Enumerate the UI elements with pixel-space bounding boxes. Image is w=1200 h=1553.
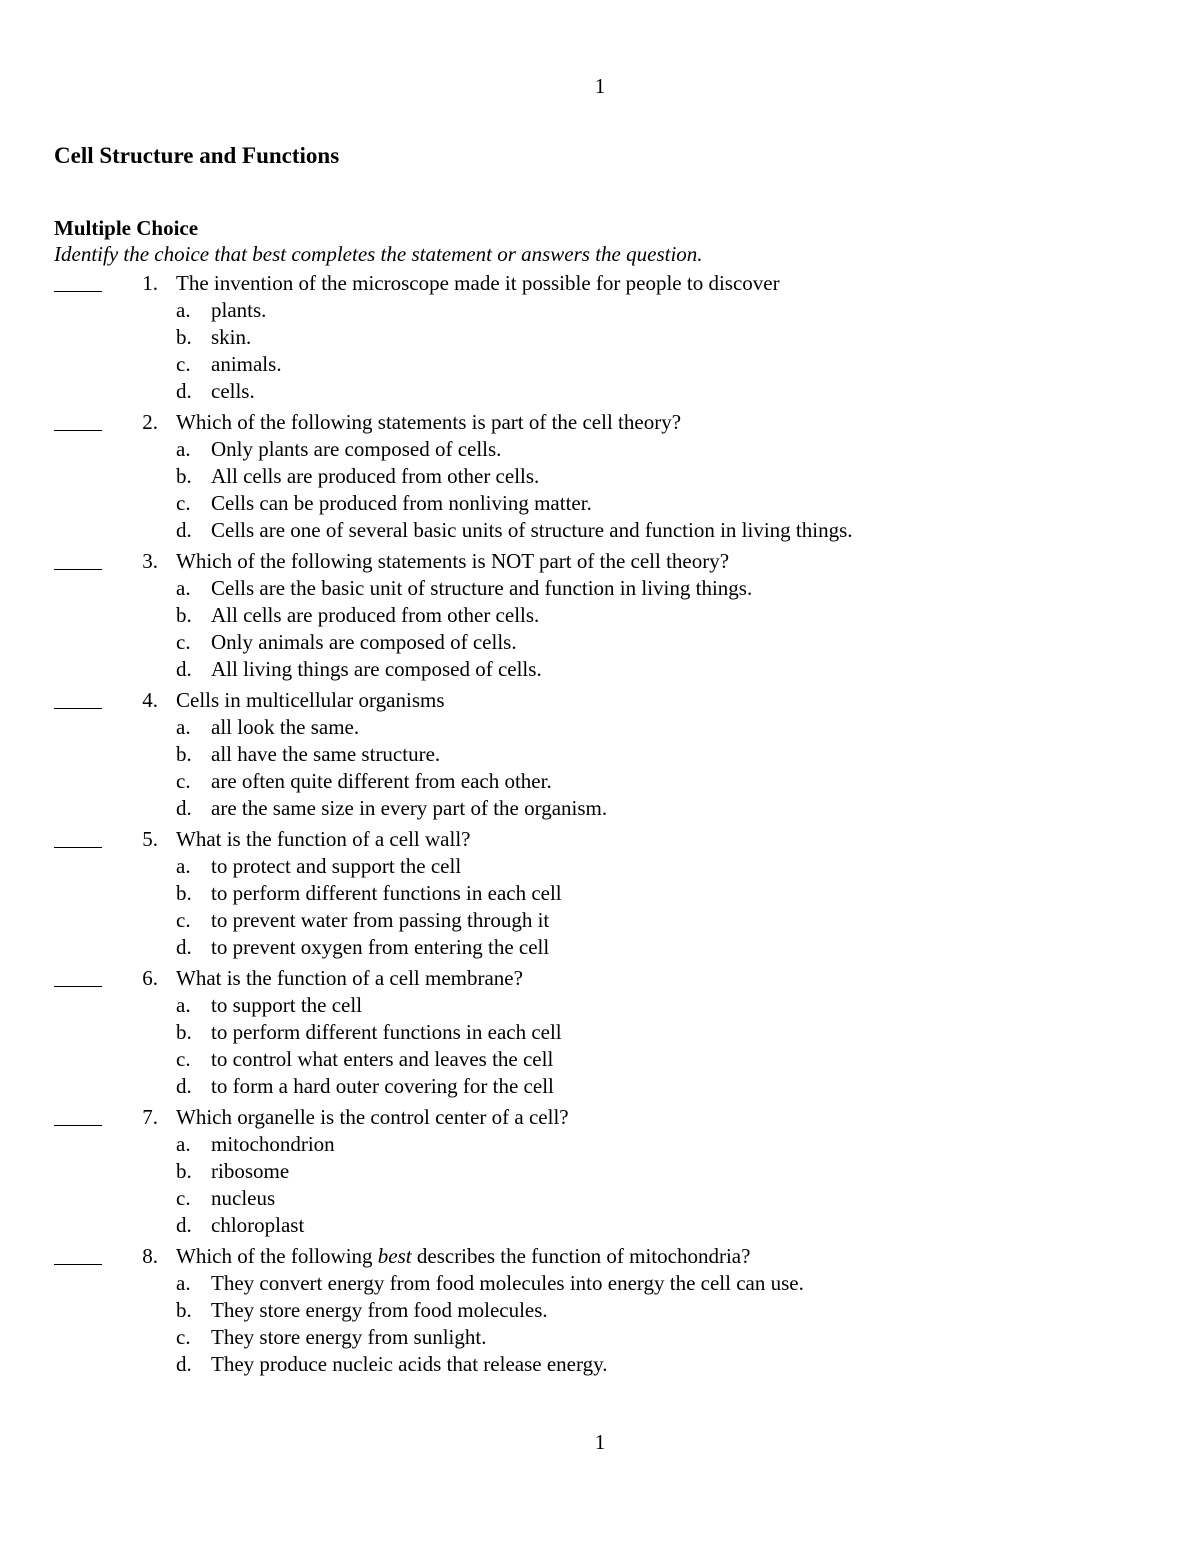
question-6: [0, 965, 1200, 1100]
question-2: [0, 409, 1200, 544]
choice-text: They store energy from food molecules.: [211, 1298, 548, 1322]
choice-letter: d.: [176, 796, 192, 820]
choice-letter: d.: [176, 518, 192, 542]
answer-blank[interactable]: [54, 960, 102, 987]
choice-c: [0, 1185, 1200, 1212]
choice-letter: b.: [176, 1159, 192, 1183]
choice-letter: a.: [176, 1132, 191, 1156]
choice-text: Cells are the basic unit of structure and function in living things.: [211, 576, 753, 600]
choice-letter: c.: [176, 1047, 191, 1071]
question-text-emphasis: best: [377, 1244, 412, 1268]
choice-letter: c.: [176, 352, 191, 376]
choice-text: All cells are produced from other cells.: [211, 603, 540, 627]
choice-d: [0, 1212, 1200, 1239]
question-number: 3.: [142, 549, 158, 573]
choice-a: [0, 714, 1200, 741]
choice-c: [0, 768, 1200, 795]
choice-d: [0, 1073, 1200, 1100]
choice-letter: b.: [176, 1020, 192, 1044]
question-text-part: describes the function of mitochondria?: [411, 1244, 751, 1268]
choice-letter: a.: [176, 854, 191, 878]
question-number: 5.: [142, 827, 158, 851]
choice-letter: a.: [176, 715, 191, 739]
choice-letter: c.: [176, 491, 191, 515]
choice-a: [0, 853, 1200, 880]
question-list: [0, 270, 1200, 1382]
choice-letter: d.: [176, 1213, 192, 1237]
choice-b: [0, 1297, 1200, 1324]
choice-b: [0, 602, 1200, 629]
question-4: [0, 687, 1200, 822]
choice-text: to perform different functions in each cell: [211, 881, 562, 905]
choice-text: Only plants are composed of cells.: [211, 437, 502, 461]
choice-d: [0, 934, 1200, 961]
question-number: 8.: [142, 1244, 158, 1268]
choice-text: to prevent water from passing through it: [211, 908, 550, 932]
choice-a: [0, 992, 1200, 1019]
question-5: [0, 826, 1200, 961]
answer-blank[interactable]: [54, 265, 102, 292]
section-instructions: Identify the choice that best completes the statement or answers the question.: [54, 242, 703, 266]
choice-text: nucleus: [211, 1186, 276, 1210]
answer-blank[interactable]: [54, 821, 102, 848]
choice-text: ribosome: [211, 1159, 290, 1183]
choice-letter: c.: [176, 1325, 191, 1349]
choice-letter: d.: [176, 379, 192, 403]
question-8: [0, 1243, 1200, 1378]
question-number: 2.: [142, 410, 158, 434]
question-text: What is the function of a cell membrane?: [176, 966, 523, 990]
choice-letter: a.: [176, 298, 191, 322]
answer-blank[interactable]: [54, 1238, 102, 1265]
choice-text: Cells are one of several basic units of structure and function in living things.: [211, 518, 853, 542]
choice-a: [0, 297, 1200, 324]
choice-letter: c.: [176, 1186, 191, 1210]
choice-text: all look the same.: [211, 715, 360, 739]
choice-text: to control what enters and leaves the cell: [211, 1047, 554, 1071]
choice-text: to form a hard outer covering for the cell: [211, 1074, 554, 1098]
choice-a: [0, 575, 1200, 602]
choice-text: are the same size in every part of the organism.: [211, 796, 608, 820]
choice-b: [0, 1019, 1200, 1046]
choice-d: [0, 1351, 1200, 1378]
choice-text: are often quite different from each other.: [211, 769, 552, 793]
choice-letter: a.: [176, 437, 191, 461]
choice-text: to support the cell: [211, 993, 363, 1017]
choice-c: [0, 1324, 1200, 1351]
question-1: [0, 270, 1200, 405]
choice-a: [0, 1270, 1200, 1297]
choice-b: [0, 463, 1200, 490]
question-text: [176, 1243, 750, 1270]
choice-text: They convert energy from food molecules into energy the cell can use.: [211, 1271, 804, 1295]
choice-c: [0, 907, 1200, 934]
choice-letter: d.: [176, 1352, 192, 1376]
choice-text: All cells are produced from other cells.: [211, 464, 540, 488]
answer-blank[interactable]: [54, 404, 102, 431]
choice-letter: c.: [176, 908, 191, 932]
question-7: [0, 1104, 1200, 1239]
choice-letter: b.: [176, 325, 192, 349]
choice-letter: b.: [176, 742, 192, 766]
question-text-part: Which of the following: [176, 1244, 378, 1268]
choice-letter: a.: [176, 993, 191, 1017]
question-text: Which of the following statements is part of the cell theory?: [176, 410, 682, 434]
choice-letter: b.: [176, 464, 192, 488]
choice-text: chloroplast: [211, 1213, 305, 1237]
choice-text: All living things are composed of cells.: [211, 657, 542, 681]
choice-letter: c.: [176, 630, 191, 654]
choice-text: They produce nucleic acids that release energy.: [211, 1352, 608, 1376]
page-number-top: 1: [594, 74, 606, 98]
document-title: Cell Structure and Functions: [54, 143, 340, 168]
answer-blank[interactable]: [54, 543, 102, 570]
choice-letter: c.: [176, 769, 191, 793]
choice-c: [0, 490, 1200, 517]
question-text: Which organelle is the control center of a cell?: [176, 1105, 569, 1129]
page-number-bottom: 1: [594, 1430, 606, 1454]
choice-d: [0, 795, 1200, 822]
choice-text: animals.: [211, 352, 282, 376]
question-text: Cells in multicellular organisms: [176, 688, 445, 712]
choice-d: [0, 517, 1200, 544]
choice-letter: b.: [176, 881, 192, 905]
choice-text: Only animals are composed of cells.: [211, 630, 517, 654]
choice-b: [0, 1158, 1200, 1185]
choice-text: plants.: [211, 298, 267, 322]
choice-text: cells.: [211, 379, 255, 403]
question-number: 7.: [142, 1105, 158, 1129]
question-3: [0, 548, 1200, 683]
choice-letter: d.: [176, 935, 192, 959]
choice-c: [0, 629, 1200, 656]
question-text: The invention of the microscope made it possible for people to discover: [176, 271, 780, 295]
choice-letter: b.: [176, 603, 192, 627]
choice-c: [0, 351, 1200, 378]
answer-blank[interactable]: [54, 1099, 102, 1126]
choice-text: to prevent oxygen from entering the cell: [211, 935, 550, 959]
question-number: 6.: [142, 966, 158, 990]
choice-b: [0, 880, 1200, 907]
choice-letter: b.: [176, 1298, 192, 1322]
section-heading: Multiple Choice: [54, 216, 199, 240]
answer-blank[interactable]: [54, 682, 102, 709]
choice-letter: a.: [176, 1271, 191, 1295]
choice-a: [0, 1131, 1200, 1158]
choice-letter: a.: [176, 576, 191, 600]
question-number: 1.: [142, 271, 158, 295]
choice-text: all have the same structure.: [211, 742, 441, 766]
choice-text: Cells can be produced from nonliving matter.: [211, 491, 592, 515]
choice-letter: d.: [176, 1074, 192, 1098]
choice-text: mitochondrion: [211, 1132, 335, 1156]
question-text: What is the function of a cell wall?: [176, 827, 471, 851]
choice-text: skin.: [211, 325, 252, 349]
question-text: Which of the following statements is NOT part of the cell theory?: [176, 549, 730, 573]
choice-b: [0, 324, 1200, 351]
choice-a: [0, 436, 1200, 463]
choice-b: [0, 741, 1200, 768]
choice-text: They store energy from sunlight.: [211, 1325, 487, 1349]
choice-text: to perform different functions in each cell: [211, 1020, 562, 1044]
question-number: 4.: [142, 688, 158, 712]
choice-text: to protect and support the cell: [211, 854, 462, 878]
choice-c: [0, 1046, 1200, 1073]
choice-d: [0, 378, 1200, 405]
choice-letter: d.: [176, 657, 192, 681]
choice-d: [0, 656, 1200, 683]
